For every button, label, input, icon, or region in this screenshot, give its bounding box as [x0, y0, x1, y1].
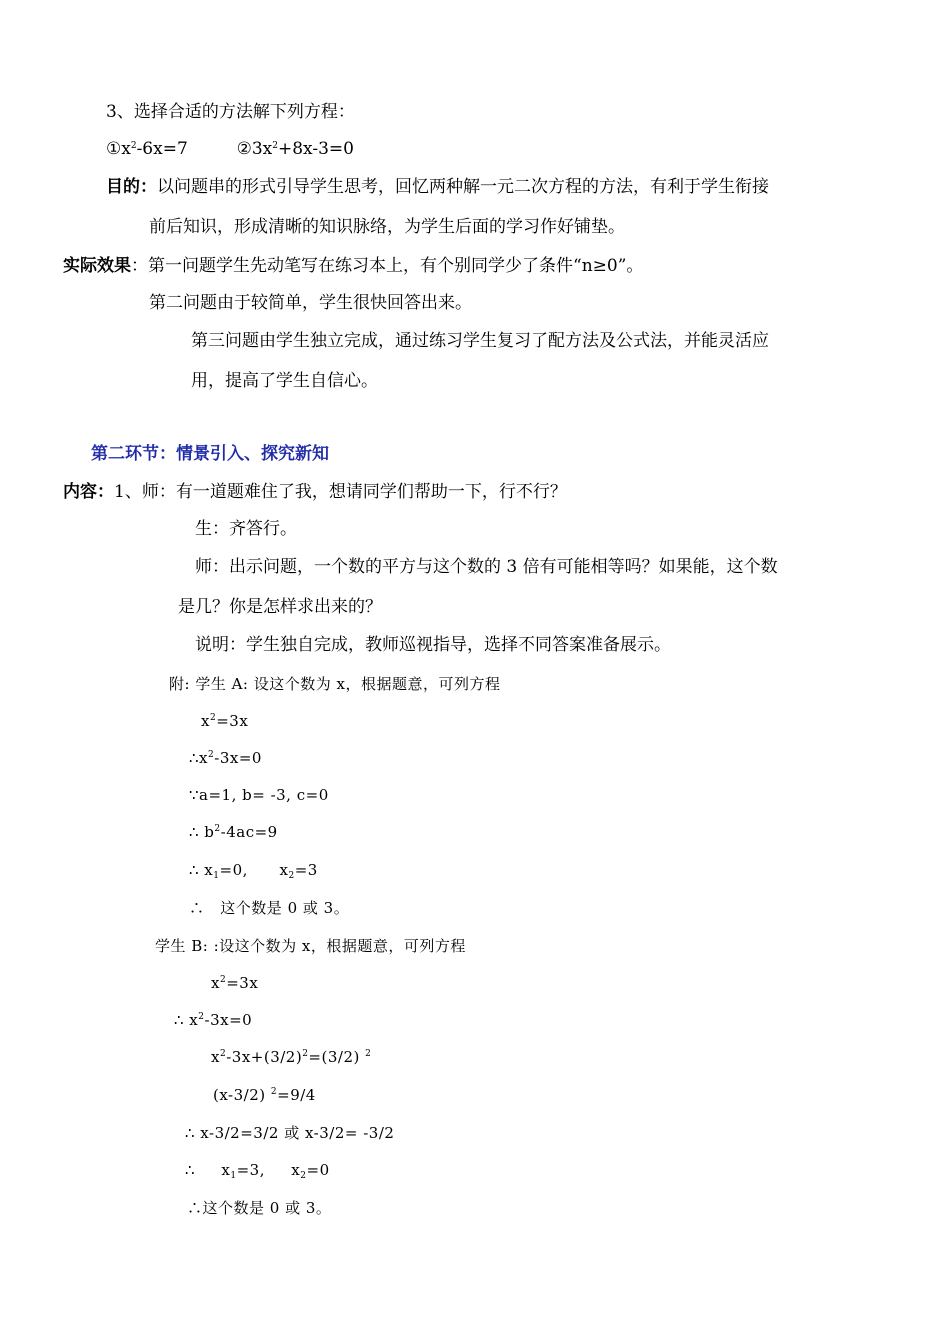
student-b-step-1: $x^2=3x$: [211, 974, 259, 992]
student-a-intro: 附: 学生 A: 设这个数为 x，根据题意，可列方程: [169, 675, 501, 693]
content-line-4: 是几？你是怎样求出来的？: [178, 597, 382, 617]
question-3-equations: [106, 138, 354, 160]
content-line-3: 师：出示问题，一个数的平方与这个数的 3 倍有可能相等吗？如果能，这个数: [195, 557, 778, 577]
student-a-conclusion: ∴ 这个数是 0 或 3。: [189, 899, 350, 917]
purpose-label: 目的：: [106, 177, 157, 197]
student-a-step-1: $x^2=3x$: [201, 712, 249, 730]
student-a-step-3: ∵a=1, b= -3, c=0: [189, 786, 329, 804]
effect-line-2: 第二问题由于较简单，学生很快回答出来。: [149, 293, 472, 313]
student-b-step-5: ∴ x-3/2=3/2 或 x-3/2= -3/2: [185, 1124, 395, 1142]
student-a-step-2: $\therefore x^2-3x=0$: [189, 749, 262, 767]
effect-line-1: 实际效果：第一问题学生先动笔写在练习本上，有个别同学少了条件“n≥0”。: [63, 256, 644, 276]
student-b-intro: 学生 B: :设这个数为 x，根据题意，可列方程: [155, 937, 466, 955]
content-label: 内容：: [63, 482, 114, 502]
effect-label: 实际效果: [63, 256, 131, 276]
question-3-title: 3、选择合适的方法解下列方程：: [106, 102, 355, 122]
student-b-step-2: ∴ $x^2-3x=0$: [174, 1011, 253, 1029]
purpose-line-2: 前后知识，形成清晰的知识脉络，为学生后面的学习作好铺垫。: [149, 217, 625, 237]
content-line-1: 内容：1、师：有一道题难住了我，想请同学们帮助一下，行不行？: [63, 482, 567, 502]
student-a-step-4: ∴ $b^2-4ac=9$: [189, 823, 278, 841]
student-b-conclusion: ∴这个数是 0 或 3。: [187, 1199, 332, 1217]
student-b-step-3: $x^2-3x+(3/2)^2=(3/2)$ $^2$: [211, 1048, 372, 1066]
content-line-2: 生：齐答行。: [195, 519, 297, 539]
effect-line-4: 用，提高了学生自信心。: [191, 371, 378, 391]
content-line-5: 说明：学生独自完成，教师巡视指导，选择不同答案准备展示。: [195, 635, 671, 655]
equation-2: $②3x^2+8x-3=0$: [236, 139, 354, 159]
student-b-step-4: (x-3/2) $^2$=9/4: [213, 1086, 316, 1104]
purpose-line-1: 目的：以问题串的形式引导学生思考，回忆两种解一元二次方程的方法，有利于学生衔接: [106, 177, 769, 197]
effect-line-3: 第三问题由学生独立完成，通过练习学生复习了配方法及公式法，并能灵活应: [191, 331, 769, 351]
student-a-step-5: ∴ $x_1=0$, $x_2=3$: [189, 861, 318, 881]
equation-1: $①x^2-6x=7$: [106, 139, 188, 159]
student-b-step-6: ∴ $x_1=3$, $x_2=0$: [185, 1161, 330, 1181]
section-2-heading: 第二环节：情景引入、探究新知: [91, 444, 329, 464]
